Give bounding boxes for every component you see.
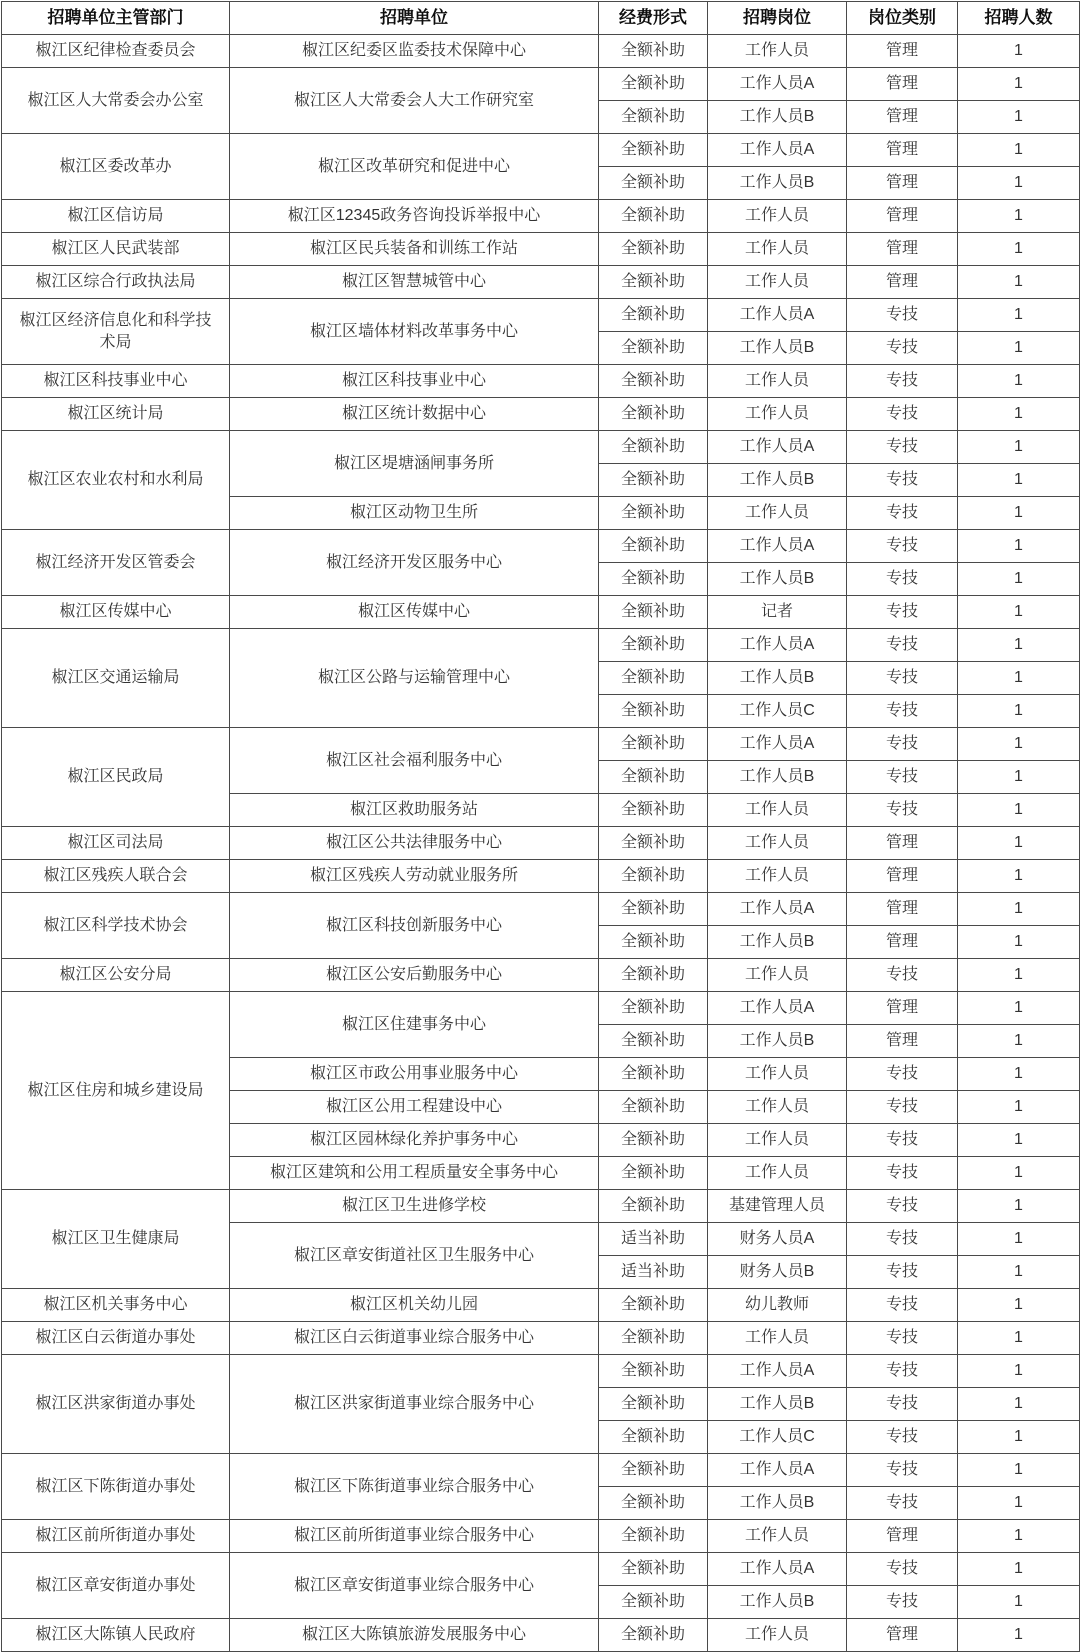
post-cell: 工作人员B (708, 1025, 847, 1058)
table-row (2, 299, 1080, 332)
table-row (2, 200, 1080, 233)
count-cell: 1 (958, 563, 1080, 596)
funding-cell: 全额补助 (599, 332, 708, 365)
department-cell: 椒江区下陈街道办事处 (2, 1454, 230, 1520)
funding-cell: 全额补助 (599, 728, 708, 761)
post-cell: 工作人员B (708, 167, 847, 200)
category-cell: 管理 (847, 134, 958, 167)
category-cell: 管理 (847, 167, 958, 200)
post-cell: 工作人员A (708, 1454, 847, 1487)
unit-cell: 椒江区纪委区监委技术保障中心 (230, 35, 599, 68)
department-cell: 椒江区交通运输局 (2, 629, 230, 728)
unit-cell: 椒江区市政公用事业服务中心 (230, 1058, 599, 1091)
funding-cell: 全额补助 (599, 1091, 708, 1124)
post-cell: 工作人员 (708, 200, 847, 233)
category-cell: 专技 (847, 365, 958, 398)
count-cell: 1 (958, 761, 1080, 794)
category-cell: 专技 (847, 1421, 958, 1454)
post-cell: 工作人员B (708, 662, 847, 695)
table-row (2, 530, 1080, 563)
count-cell: 1 (958, 1553, 1080, 1586)
funding-cell: 全额补助 (599, 299, 708, 332)
count-cell: 1 (958, 1190, 1080, 1223)
funding-cell: 全额补助 (599, 167, 708, 200)
funding-cell: 全额补助 (599, 695, 708, 728)
category-cell: 管理 (847, 1520, 958, 1553)
post-cell: 工作人员B (708, 1388, 847, 1421)
funding-cell: 全额补助 (599, 1520, 708, 1553)
post-cell: 工作人员B (708, 464, 847, 497)
category-cell: 专技 (847, 1355, 958, 1388)
department-cell: 椒江区委改革办 (2, 134, 230, 200)
category-cell: 专技 (847, 1223, 958, 1256)
department-cell: 椒江区科技事业中心 (2, 365, 230, 398)
table-row (2, 1355, 1080, 1388)
post-cell: 工作人员 (708, 35, 847, 68)
table-row (2, 860, 1080, 893)
count-cell: 1 (958, 596, 1080, 629)
funding-cell: 适当补助 (599, 1223, 708, 1256)
unit-cell: 椒江区建筑和公用工程质量安全事务中心 (230, 1157, 599, 1190)
funding-cell: 全额补助 (599, 464, 708, 497)
department-cell: 椒江区人大常委会办公室 (2, 68, 230, 134)
category-cell: 专技 (847, 332, 958, 365)
post-cell: 工作人员 (708, 1619, 847, 1652)
category-cell: 管理 (847, 992, 958, 1025)
department-cell: 椒江区经济信息化和科学技术局 (2, 299, 230, 365)
unit-cell: 椒江区救助服务站 (230, 794, 599, 827)
table-row (2, 68, 1080, 101)
funding-cell: 全额补助 (599, 233, 708, 266)
unit-cell: 椒江区公路与运输管理中心 (230, 629, 599, 728)
count-cell: 1 (958, 1124, 1080, 1157)
funding-cell: 全额补助 (599, 1190, 708, 1223)
funding-cell: 全额补助 (599, 134, 708, 167)
post-cell: 工作人员 (708, 1322, 847, 1355)
funding-cell: 全额补助 (599, 1025, 708, 1058)
count-cell: 1 (958, 1091, 1080, 1124)
funding-cell: 全额补助 (599, 1586, 708, 1619)
post-cell: 工作人员A (708, 1355, 847, 1388)
table-row (2, 1190, 1080, 1223)
category-cell: 专技 (847, 1553, 958, 1586)
category-cell: 管理 (847, 200, 958, 233)
table-row (2, 596, 1080, 629)
unit-cell: 椒江区公用工程建设中心 (230, 1091, 599, 1124)
funding-cell: 全额补助 (599, 101, 708, 134)
category-cell: 专技 (847, 1388, 958, 1421)
funding-cell: 全额补助 (599, 563, 708, 596)
table-row (2, 266, 1080, 299)
post-cell: 工作人员B (708, 101, 847, 134)
table-row (2, 629, 1080, 662)
category-cell: 专技 (847, 1091, 958, 1124)
post-cell: 工作人员B (708, 563, 847, 596)
header-cell-category: 岗位类别 (847, 2, 958, 35)
unit-cell: 椒江区科技事业中心 (230, 365, 599, 398)
department-cell: 椒江区农业农村和水利局 (2, 431, 230, 530)
category-cell: 专技 (847, 1454, 958, 1487)
count-cell: 1 (958, 1322, 1080, 1355)
department-cell: 椒江区综合行政执法局 (2, 266, 230, 299)
unit-cell: 椒江区传媒中心 (230, 596, 599, 629)
category-cell: 专技 (847, 1256, 958, 1289)
table-row (2, 893, 1080, 926)
funding-cell: 全额补助 (599, 398, 708, 431)
category-cell: 管理 (847, 860, 958, 893)
category-cell: 专技 (847, 1124, 958, 1157)
post-cell: 工作人员B (708, 1586, 847, 1619)
header-cell-funding: 经费形式 (599, 2, 708, 35)
table-row (2, 992, 1080, 1025)
post-cell: 工作人员B (708, 332, 847, 365)
category-cell: 专技 (847, 794, 958, 827)
funding-cell: 全额补助 (599, 1619, 708, 1652)
recruitment-table (1, 1, 1080, 1652)
funding-cell: 全额补助 (599, 761, 708, 794)
unit-cell: 椒江区统计数据中心 (230, 398, 599, 431)
unit-cell: 椒江区前所街道事业综合服务中心 (230, 1520, 599, 1553)
count-cell: 1 (958, 1025, 1080, 1058)
post-cell: 工作人员 (708, 959, 847, 992)
funding-cell: 全额补助 (599, 1322, 708, 1355)
header-cell-department: 招聘单位主管部门 (2, 2, 230, 35)
funding-cell: 全额补助 (599, 926, 708, 959)
funding-cell: 全额补助 (599, 992, 708, 1025)
funding-cell: 全额补助 (599, 1553, 708, 1586)
post-cell: 工作人员 (708, 1091, 847, 1124)
post-cell: 工作人员 (708, 860, 847, 893)
funding-cell: 全额补助 (599, 1124, 708, 1157)
table-row (2, 1322, 1080, 1355)
post-cell: 工作人员 (708, 1520, 847, 1553)
category-cell: 管理 (847, 68, 958, 101)
funding-cell: 全额补助 (599, 200, 708, 233)
post-cell: 工作人员A (708, 992, 847, 1025)
category-cell: 专技 (847, 1586, 958, 1619)
funding-cell: 全额补助 (599, 596, 708, 629)
count-cell: 1 (958, 299, 1080, 332)
funding-cell: 全额补助 (599, 794, 708, 827)
count-cell: 1 (958, 398, 1080, 431)
count-cell: 1 (958, 959, 1080, 992)
department-cell: 椒江区传媒中心 (2, 596, 230, 629)
count-cell: 1 (958, 1058, 1080, 1091)
table-row (2, 728, 1080, 761)
department-cell: 椒江区机关事务中心 (2, 1289, 230, 1322)
category-cell: 专技 (847, 398, 958, 431)
unit-cell: 椒江区章安街道社区卫生服务中心 (230, 1223, 599, 1289)
category-cell: 专技 (847, 431, 958, 464)
count-cell: 1 (958, 332, 1080, 365)
unit-cell: 椒江区下陈街道事业综合服务中心 (230, 1454, 599, 1520)
post-cell: 财务人员A (708, 1223, 847, 1256)
table-row (2, 398, 1080, 431)
unit-cell: 椒江区洪家街道事业综合服务中心 (230, 1355, 599, 1454)
category-cell: 专技 (847, 563, 958, 596)
department-cell: 椒江区统计局 (2, 398, 230, 431)
unit-cell: 椒江区残疾人劳动就业服务所 (230, 860, 599, 893)
funding-cell: 全额补助 (599, 893, 708, 926)
unit-cell: 椒江区动物卫生所 (230, 497, 599, 530)
category-cell: 专技 (847, 1157, 958, 1190)
unit-cell: 椒江区智慧城管中心 (230, 266, 599, 299)
category-cell: 管理 (847, 893, 958, 926)
department-cell: 椒江区人民武装部 (2, 233, 230, 266)
count-cell: 1 (958, 35, 1080, 68)
count-cell: 1 (958, 530, 1080, 563)
post-cell: 工作人员A (708, 893, 847, 926)
category-cell: 专技 (847, 629, 958, 662)
post-cell: 工作人员B (708, 1487, 847, 1520)
count-cell: 1 (958, 695, 1080, 728)
department-cell: 椒江区民政局 (2, 728, 230, 827)
post-cell: 工作人员 (708, 497, 847, 530)
post-cell: 幼儿教师 (708, 1289, 847, 1322)
table-row (2, 959, 1080, 992)
unit-cell: 椒江区人大常委会人大工作研究室 (230, 68, 599, 134)
department-cell: 椒江区信访局 (2, 200, 230, 233)
department-cell: 椒江区住房和城乡建设局 (2, 992, 230, 1190)
unit-cell: 椒江区墙体材料改革事务中心 (230, 299, 599, 365)
count-cell: 1 (958, 1388, 1080, 1421)
funding-cell: 全额补助 (599, 266, 708, 299)
count-cell: 1 (958, 1487, 1080, 1520)
funding-cell: 全额补助 (599, 1388, 708, 1421)
category-cell: 专技 (847, 530, 958, 563)
count-cell: 1 (958, 629, 1080, 662)
department-cell: 椒江区白云街道办事处 (2, 1322, 230, 1355)
post-cell: 工作人员 (708, 1058, 847, 1091)
count-cell: 1 (958, 794, 1080, 827)
count-cell: 1 (958, 1619, 1080, 1652)
category-cell: 专技 (847, 959, 958, 992)
funding-cell: 全额补助 (599, 1058, 708, 1091)
header-cell-unit: 招聘单位 (230, 2, 599, 35)
category-cell: 专技 (847, 1322, 958, 1355)
funding-cell: 适当补助 (599, 1256, 708, 1289)
unit-cell: 椒江经济开发区服务中心 (230, 530, 599, 596)
category-cell: 管理 (847, 101, 958, 134)
funding-cell: 全额补助 (599, 1454, 708, 1487)
count-cell: 1 (958, 860, 1080, 893)
count-cell: 1 (958, 1289, 1080, 1322)
count-cell: 1 (958, 431, 1080, 464)
department-cell: 椒江区章安街道办事处 (2, 1553, 230, 1619)
count-cell: 1 (958, 497, 1080, 530)
header-cell-count: 招聘人数 (958, 2, 1080, 35)
table-row (2, 1289, 1080, 1322)
funding-cell: 全额补助 (599, 1355, 708, 1388)
count-cell: 1 (958, 200, 1080, 233)
funding-cell: 全额补助 (599, 827, 708, 860)
post-cell: 工作人员A (708, 299, 847, 332)
count-cell: 1 (958, 1256, 1080, 1289)
funding-cell: 全额补助 (599, 431, 708, 464)
post-cell: 工作人员B (708, 926, 847, 959)
funding-cell: 全额补助 (599, 35, 708, 68)
count-cell: 1 (958, 1355, 1080, 1388)
category-cell: 管理 (847, 827, 958, 860)
unit-cell: 椒江区民兵装备和训练工作站 (230, 233, 599, 266)
table-row (2, 431, 1080, 464)
count-cell: 1 (958, 992, 1080, 1025)
post-cell: 工作人员 (708, 266, 847, 299)
funding-cell: 全额补助 (599, 860, 708, 893)
category-cell: 专技 (847, 728, 958, 761)
department-cell: 椒江区洪家街道办事处 (2, 1355, 230, 1454)
funding-cell: 全额补助 (599, 1157, 708, 1190)
count-cell: 1 (958, 1586, 1080, 1619)
category-cell: 专技 (847, 1058, 958, 1091)
category-cell: 专技 (847, 497, 958, 530)
unit-cell: 椒江区公共法律服务中心 (230, 827, 599, 860)
category-cell: 管理 (847, 233, 958, 266)
unit-cell: 椒江区社会福利服务中心 (230, 728, 599, 794)
post-cell: 记者 (708, 596, 847, 629)
post-cell: 工作人员 (708, 233, 847, 266)
post-cell: 基建管理人员 (708, 1190, 847, 1223)
count-cell: 1 (958, 1223, 1080, 1256)
funding-cell: 全额补助 (599, 68, 708, 101)
count-cell: 1 (958, 365, 1080, 398)
category-cell: 管理 (847, 926, 958, 959)
category-cell: 管理 (847, 35, 958, 68)
post-cell: 财务人员B (708, 1256, 847, 1289)
count-cell: 1 (958, 827, 1080, 860)
department-cell: 椒江区残疾人联合会 (2, 860, 230, 893)
category-cell: 专技 (847, 695, 958, 728)
department-cell: 椒江区前所街道办事处 (2, 1520, 230, 1553)
category-cell: 专技 (847, 662, 958, 695)
table-row (2, 1454, 1080, 1487)
unit-cell: 椒江区住建事务中心 (230, 992, 599, 1058)
count-cell: 1 (958, 728, 1080, 761)
department-cell: 椒江区大陈镇人民政府 (2, 1619, 230, 1652)
count-cell: 1 (958, 134, 1080, 167)
department-cell: 椒江区卫生健康局 (2, 1190, 230, 1289)
funding-cell: 全额补助 (599, 959, 708, 992)
count-cell: 1 (958, 266, 1080, 299)
table-row (2, 365, 1080, 398)
post-cell: 工作人员 (708, 794, 847, 827)
count-cell: 1 (958, 464, 1080, 497)
post-cell: 工作人员 (708, 398, 847, 431)
table-row (2, 1619, 1080, 1652)
post-cell: 工作人员 (708, 827, 847, 860)
funding-cell: 全额补助 (599, 1289, 708, 1322)
department-cell: 椒江经济开发区管委会 (2, 530, 230, 596)
category-cell: 管理 (847, 1619, 958, 1652)
table-row (2, 35, 1080, 68)
funding-cell: 全额补助 (599, 365, 708, 398)
post-cell: 工作人员A (708, 530, 847, 563)
unit-cell: 椒江区科技创新服务中心 (230, 893, 599, 959)
page (0, 1, 1080, 1652)
post-cell: 工作人员A (708, 1553, 847, 1586)
count-cell: 1 (958, 68, 1080, 101)
unit-cell: 椒江区白云街道事业综合服务中心 (230, 1322, 599, 1355)
count-cell: 1 (958, 926, 1080, 959)
unit-cell: 椒江区园林绿化养护事务中心 (230, 1124, 599, 1157)
count-cell: 1 (958, 893, 1080, 926)
post-cell: 工作人员C (708, 695, 847, 728)
header-cell-post: 招聘岗位 (708, 2, 847, 35)
unit-cell: 椒江区公安后勤服务中心 (230, 959, 599, 992)
category-cell: 专技 (847, 464, 958, 497)
department-cell: 椒江区科学技术协会 (2, 893, 230, 959)
department-cell: 椒江区公安分局 (2, 959, 230, 992)
table-row (2, 827, 1080, 860)
funding-cell: 全额补助 (599, 497, 708, 530)
count-cell: 1 (958, 1157, 1080, 1190)
category-cell: 专技 (847, 1487, 958, 1520)
funding-cell: 全额补助 (599, 662, 708, 695)
table-row (2, 233, 1080, 266)
unit-cell: 椒江区卫生进修学校 (230, 1190, 599, 1223)
post-cell: 工作人员A (708, 431, 847, 464)
unit-cell: 椒江区大陈镇旅游发展服务中心 (230, 1619, 599, 1652)
count-cell: 1 (958, 662, 1080, 695)
category-cell: 专技 (847, 596, 958, 629)
unit-cell: 椒江区改革研究和促进中心 (230, 134, 599, 200)
unit-cell: 椒江区章安街道事业综合服务中心 (230, 1553, 599, 1619)
category-cell: 专技 (847, 761, 958, 794)
department-cell: 椒江区司法局 (2, 827, 230, 860)
post-cell: 工作人员A (708, 68, 847, 101)
table-row (2, 1520, 1080, 1553)
unit-cell: 椒江区12345政务咨询投诉举报中心 (230, 200, 599, 233)
post-cell: 工作人员C (708, 1421, 847, 1454)
unit-cell: 椒江区堤塘涵闸事务所 (230, 431, 599, 497)
count-cell: 1 (958, 1454, 1080, 1487)
count-cell: 1 (958, 233, 1080, 266)
count-cell: 1 (958, 1520, 1080, 1553)
table-body (2, 35, 1080, 1652)
post-cell: 工作人员 (708, 1124, 847, 1157)
table-header-row (2, 2, 1080, 35)
count-cell: 1 (958, 1421, 1080, 1454)
category-cell: 专技 (847, 1190, 958, 1223)
category-cell: 管理 (847, 266, 958, 299)
unit-cell: 椒江区机关幼儿园 (230, 1289, 599, 1322)
post-cell: 工作人员B (708, 761, 847, 794)
post-cell: 工作人员A (708, 134, 847, 167)
post-cell: 工作人员A (708, 728, 847, 761)
funding-cell: 全额补助 (599, 629, 708, 662)
table-row (2, 1553, 1080, 1586)
table-row (2, 134, 1080, 167)
post-cell: 工作人员 (708, 1157, 847, 1190)
category-cell: 专技 (847, 1289, 958, 1322)
category-cell: 管理 (847, 1025, 958, 1058)
funding-cell: 全额补助 (599, 1487, 708, 1520)
category-cell: 专技 (847, 299, 958, 332)
post-cell: 工作人员A (708, 629, 847, 662)
post-cell: 工作人员 (708, 365, 847, 398)
count-cell: 1 (958, 101, 1080, 134)
count-cell: 1 (958, 167, 1080, 200)
funding-cell: 全额补助 (599, 1421, 708, 1454)
funding-cell: 全额补助 (599, 530, 708, 563)
department-cell: 椒江区纪律检查委员会 (2, 35, 230, 68)
